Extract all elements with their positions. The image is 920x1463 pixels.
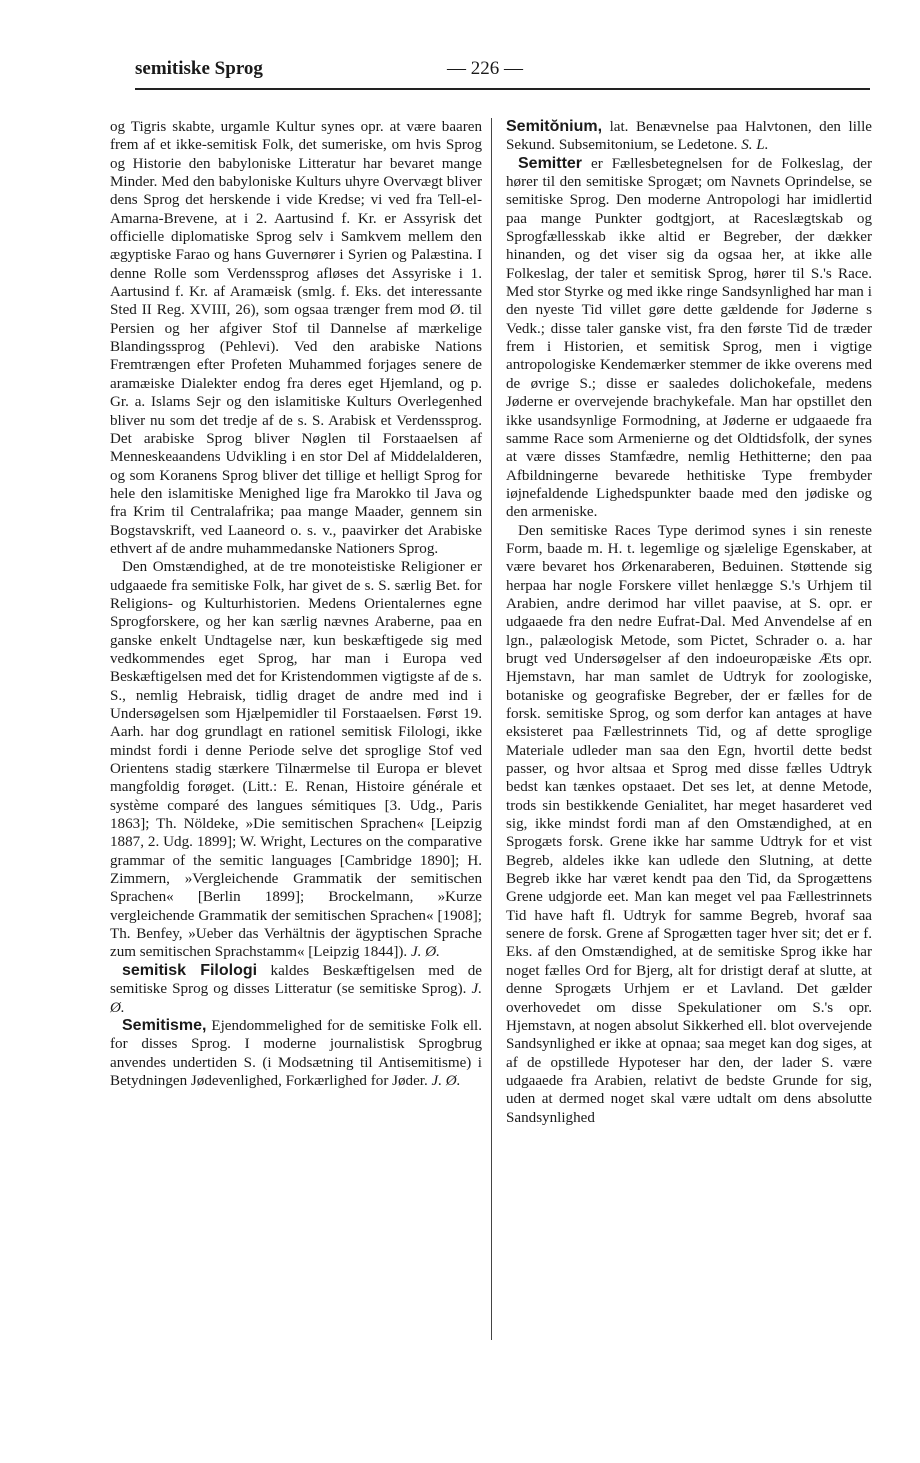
entry-text: Ejendommelighed for de semitiske Folk ell. for disses Sprog. I moderne journalistisk Sprogbrug anvendes undertiden S. (i Modsætning til Antisemitisme) i Betydningen Jødevenlighed, Forkærlighed for Jøder.: [110, 1017, 482, 1089]
entry-text: er Fællesbetegnelsen for de Folkeslag, der hører til den semitiske Sprogæt; om Navnets Oprindelse, se semitiske Sprog. Den moderne Antropologi har imidlertid paa mange Punkter godtgjort, at Raceslægtskab og Sprogfællesskab ikke altid er Begreber, der dækker hinanden, og det viser sig da ogsaa her, at ikke alle Folkeslag, der taler et semitisk Sprog, hører til S.'s Race. Med stor Styrke og med ikke ringe Sandsynlighed har man i den nyeste Tid villet gøre dette gældende for Jøderne s Vedk.; disse taler ganske vist, fra den første Tid de træder frem i Historien, et semitisk Sprog, men i vigtige antropologiske Kendemærker stemmer de ikke overens med de øvrige S.; disse er saaledes dolichokefale, medens Jøderne er overvejende brachykefale. Man har opstillet den ikke usandsynlige Formodning, at Jøderne er udgaaede fra samme Race som Armenierne og det Oldtidsfolk, der synes at være disses Stamfædre, nemlig Hethitterne; den paa Afbildningerne bevarede hethitiske Type frembyder iøjnefaldende Lighedspunkter baade med den jødiske og den armeniske.: [506, 155, 872, 521]
author-signature: J. Ø.: [431, 1072, 461, 1089]
entry-semitisk-filologi: [110, 962, 482, 1017]
page-number: — 226 —: [447, 58, 523, 79]
column-divider: [491, 118, 492, 1340]
entry-semitter: [506, 155, 872, 522]
headword: Semitisme,: [122, 1016, 207, 1034]
entry-text: lat. Benævnelse paa Halvtonen, den lille Sekund. Subsemitonium, se Ledetone.: [506, 119, 872, 154]
headword: semitisk Filologi: [122, 961, 258, 979]
left-column: [110, 118, 482, 1090]
paragraph: [110, 558, 482, 962]
header-rule: [135, 88, 870, 90]
right-column: [506, 118, 872, 1127]
page-header: [135, 58, 870, 94]
paragraph-text: Den Omstændighed, at de tre monoteistiske Religioner er udgaaede fra semitiske Folk, har givet de s. S. særlig Bet. for Religions- og Kulturhistorien. Medens Orientalernes egne Sprogforskere, og her kan særlig nævnes Araberne, paa en ganske enkelt Undtagelse nær, kun beskæftigede sig med vedkommendes eget Sprog, har man i Europa ved Beskæftigelsen med det for Kristendommen vigtigste af de s. S., nemlig Hebraisk, tidlig draget de andre med ind i Undersøgelsen som Hjælpemidler til Forstaaelsen. Først 19. Aarh. har dog grundlagt en rationel semitisk Filologi, ikke mindst fordi i denne Periode selve det sproglige Stof ved Orientens stadig stærkere Tilnærmelse til Europa er blevet mangfoldig forøget. (Litt.: E. Renan, Histoire générale et système comparé des langues sémitiques [3. Udg., Paris 1863]; Th. Nöldeke, »Die semitischen Sprachen« [Leipzig 1887, 2. Udg. 1899]; W. Wright, Lectures on the comparative grammar of the semitic languages [Cambridge 1890]; H. Zimmern, »Vergleichende Grammatik der semitischen Sprachen« [Berlin 1899]; Brockelmann, »Kurze vergleichende Grammatik der semitischen Sprachen« [1908]; Th. Benfey, »Ueber das Verhältnis der ägyptischen Sprache zum semitischen Sprachstamm« [Leipzig 1844]).: [110, 559, 482, 961]
entry-text: kaldes Beskæftigelsen med de semitiske Sprog og disses Litteratur (se semitiske Sprog).: [110, 962, 482, 998]
headword: Semitŏnium,: [506, 118, 603, 135]
paragraph-continuation: og Tigris skabte, urgamle Kultur synes opr. at være baaren frem af et ikke-semitisk Folk, det sumeriske, om hvis Sprog og Historie den babyloniske Litteratur har bevaret mange Minder. Med den babyloniske Kulturs uhyre Overvægt bliver dens Sprog det herskende i vide Kredse; vi ved fra Tell-el-Amarna-Brevene, at i 2. Aartusind f. Kr. er Assyrisk det officielle diplomatiske Sprog selv i Samkvem mellem den ægyptiske Farao og hans Guvernører i Syrien og Palæstina. I denne Rolle som Verdenssprog afløses det Assyriske i 1. Aartusind f. Kr. af Aramæisk (smlg. f. Eks. det interessante Sted II Reg. XVIII, 26), som ogsaa trænger frem mod Ø. til Persien og her afgiver Stof til Dannelse af mærkelige Blandingssprog (Pehlevi). Ved den arabiske Nations Fremtrængen efter Profeten Muhammed forjages senere de aramæiske Dialekter endog fra deres eget Hjemland, og p. Gr. a. Islams Sejr og den islamitiske Kulturs Overlegenhed bliver nu som det tredje af de s. S. Arabisk et Verdenssprog. Det arabiske Sprog bliver Nøglen til Forstaaelsen af Menneskeaandens Udvikling i en stor Del af Middelalderen, og som Koranens Sprog bliver det tillige et helligt Sprog for hele den islamitiske Menighed lige fra Marokko til Java og fra Krim til Centralafrika; paa mange Maader, gennem sin Bogstavskrift, ved Laaneord o. s. v., paavirker det Arabiske ethvert af de andre muhammedanske Nationers Sprog.: [110, 119, 482, 557]
headword: Semitter: [518, 154, 583, 172]
entry-semitonium: [506, 118, 872, 155]
author-signature: S. L.: [741, 137, 769, 154]
author-signature: J. Ø.: [110, 981, 482, 1016]
running-title: semitiske Sprog: [135, 58, 263, 79]
entry-semitisme: [110, 1017, 482, 1090]
paragraph: Den semitiske Races Type derimod synes i sin reneste Form, baade m. H. t. legemlige og sjælelige Egenskaber, at være bevaret hos Ørkenaraberen, Beduinen. Støttende sig herpaa har nogle Forskere villet henlægge S.'s Urhjem til Arabien, andre derimod har villet paavise, at S. opr. er udgaaede fra den nedre Eufrat-Dal. Med Anvendelse af en lgn., palæologisk Metode, som Pictet, Schrader o. a. har brugt ved Undersøgelser af den indoeuropæiske Æts opr. Hjemstavn, har man samlet de Udtryk for zoologiske, botaniske og geografiske Begreber, der er fælles for de forsk. semitiske Sprog, og som derfor kan antages at have eksisteret paa Fællestrinnets Tid, og af dette sproglige Materiale udleder man saa den Egn, hvortil dette bedst passer, og hvor altsaa et Sprog med disse fælles Udtryk bedst kan tænkes opstaaet. Det ses let, at denne Metode, trods sin bestikkende Genialitet, har meget hasarderet ved sig, ikke mindst fordi man af den Omstændighed, at en Sprogæts forsk. Grene ikke har samme Udtryk for et vist Begreb, aldeles ikke kan udlede den Slutning, at dette Begreb ikke har været kendt paa den Tid, da Sprogættens Grene udgjorde eet. Man kan meget vel paa Fællestrinnets Tid have haft fl. Udtryk for samme Begreb, hvoraf saa senere de forsk. Grene af Sprogætten tager hver sit; det er f. Eks. af den Omstændighed, at de semitiske Sprog ikke har noget fælles Ord for Bjerg, alt for dristigt deraf at slutte, at denne Sprogæts Urhjem er et Lavland. Det gælder overhovedet om disse Spekulationer om S.'s opr. Hjemstavn, at nogen absolut Sikkerhed ell. blot overvejende Sandsynlighed er ikke at opnaa; saa meget kan dog siges, at af de opstillede Hypoteser har den, der lader S. være udgaaede fra Arabien, relativt de bedste Grunde for sig, uden at dermed noget skal være udtalt om dens absolutte Sandsynlighed: [506, 522, 872, 1126]
author-signature: J. Ø.: [410, 944, 440, 961]
